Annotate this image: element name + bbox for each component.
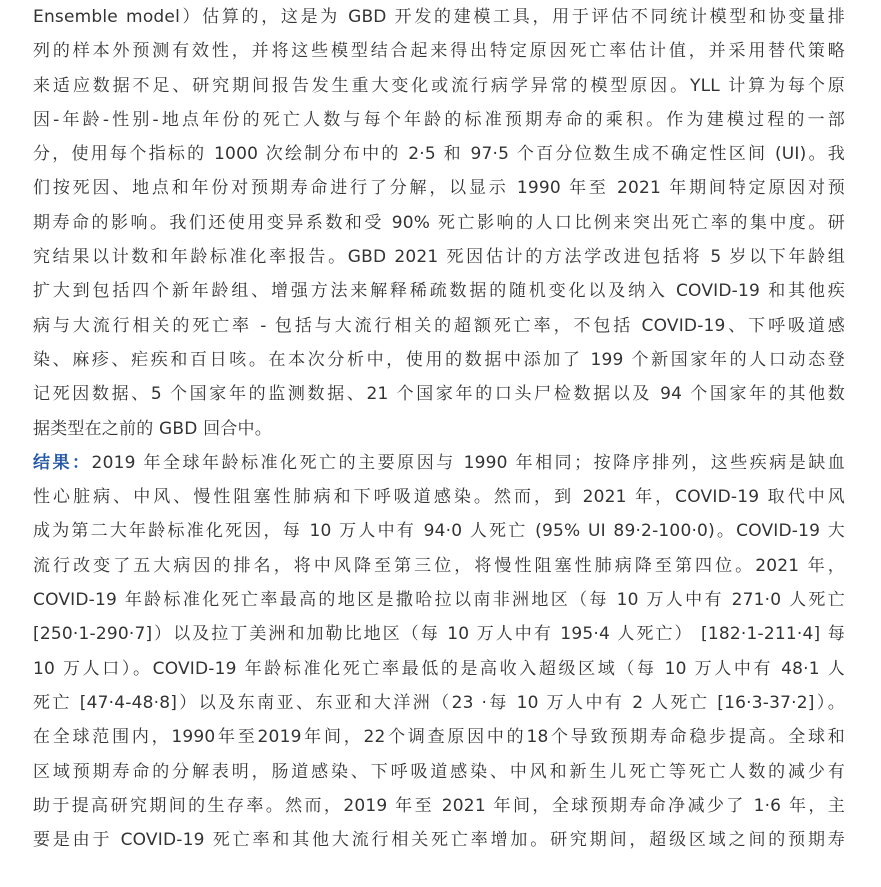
results-line: 死亡 [47·4-48·8]）以及东南亚、东亚和大洋洲（23 ·每 10 万人中有 2 人死亡 [16·3-37·2]）。 — [33, 692, 845, 713]
results-line: 区域预期寿命的分解表明，肠道感染、下呼吸道感染、中风和新生儿死亡等死亡人数的减少有 — [33, 761, 845, 782]
methods-line: 究结果以计数和年龄标准化率报告。GBD 2021 死因估计的方法学改进包括将 5 岁以下年龄组 — [33, 247, 845, 268]
results-line: 性心脏病、中风、慢性阻塞性肺病和下呼吸道感染。然而，到 2021 年，COVID-19 取代中风 — [33, 487, 845, 508]
methods-line: 们按死因、地点和年份对预期寿命进行了分解，以显示 1990 年至 2021 年期间特定原因对预 — [33, 178, 845, 199]
methods-line: 来适应数据不足、研究期间报告发生重大变化或流行病学异常的模型原因。YLL 计算为每个原 — [33, 75, 845, 96]
methods-paragraph — [33, 0, 845, 446]
methods-line: Ensemble model）估算的，这是为 GBD 开发的建模工具，用于评估不同统计模型和协变量排 — [33, 7, 845, 27]
results-line: 10 万人口）。COVID-19 年龄标准化死亡率最低的是高收入超级区域（每 10 万人中有 48·1 人 — [33, 658, 845, 679]
results-line: 要是由于 COVID-19 死亡率和其他大流行相关死亡率增加。研究期间，超级区域之间的预期寿 — [33, 830, 845, 851]
methods-line: 据类型在之前的 GBD 回合中。 — [33, 418, 272, 439]
methods-line: 染、麻疹、疟疾和百日咳。在本次分析中，使用的数据中添加了 199 个新国家年的人口动态登 — [33, 349, 845, 370]
results-paragraph — [33, 446, 845, 858]
methods-line: 分，使用每个指标的 1000 次绘制分布中的 2·5 和 97·5 个百分位数生成不确定性区间 (UI)。我 — [33, 144, 845, 165]
methods-line: 扩大到包括四个新年龄组、增强方法来解释稀疏数据的随机变化以及纳入 COVID-19 和其他疾 — [33, 281, 845, 302]
methods-line: 记死因数据、5 个国家年的监测数据、21 个国家年的口头尸检数据以及 94 个国家年的其他数 — [33, 384, 845, 405]
methods-line: 因-年龄-性别-地点年份的死亡人数与每个年龄的标准预期寿命的乘积。作为建模过程的一部 — [33, 109, 845, 130]
results-line: 流行改变了五大病因的排名，将中风降至第三位，将慢性阻塞性肺病降至第四位。2021 年， — [33, 555, 845, 576]
results-first-line-text: 2019 年全球年龄标准化死亡的主要原因与 1990 年相同；按降序排列，这些疾病是缺血 — [91, 452, 845, 473]
results-line: 助于提高研究期间的生存率。然而，2019 年至 2021 年间，全球预期寿命净减少了 1·6 年，主 — [33, 795, 845, 816]
article-body — [33, 0, 845, 857]
results-line: [250·1-290·7]）以及拉丁美洲和加勒比地区（每 10 万人中有 195·4 人死亡） [182·1-211·4] 每 — [33, 624, 845, 645]
results-line: 成为第二大年龄标准化死因，每 10 万人中有 94·0 人死亡 (95% UI 89·2-100·0)。COVID-19 大 — [33, 521, 845, 542]
results-first-line — [33, 446, 845, 480]
results-label: 结果： — [33, 452, 92, 473]
methods-line: 期寿命的影响。我们还使用变异系数和受 90% 死亡影响的人口比例来突出死亡率的集中度。研 — [33, 212, 845, 233]
methods-line: 病与大流行相关的死亡率 - 包括与大流行相关的超额死亡率，不包括 COVID-19、下呼吸道感 — [33, 315, 845, 336]
results-line: 在全球范围内，1990年至2019年间，22个调查原因中的18个导致预期寿命稳步提高。全球和 — [33, 727, 845, 748]
results-line: COVID-19 年龄标准化死亡率最高的地区是撒哈拉以南非洲地区（每 10 万人中有 271·0 人死亡 — [33, 590, 845, 611]
methods-line: 列的样本外预测有效性，并将这些模型结合起来得出特定原因死亡率估计值，并采用替代策略 — [33, 41, 845, 62]
